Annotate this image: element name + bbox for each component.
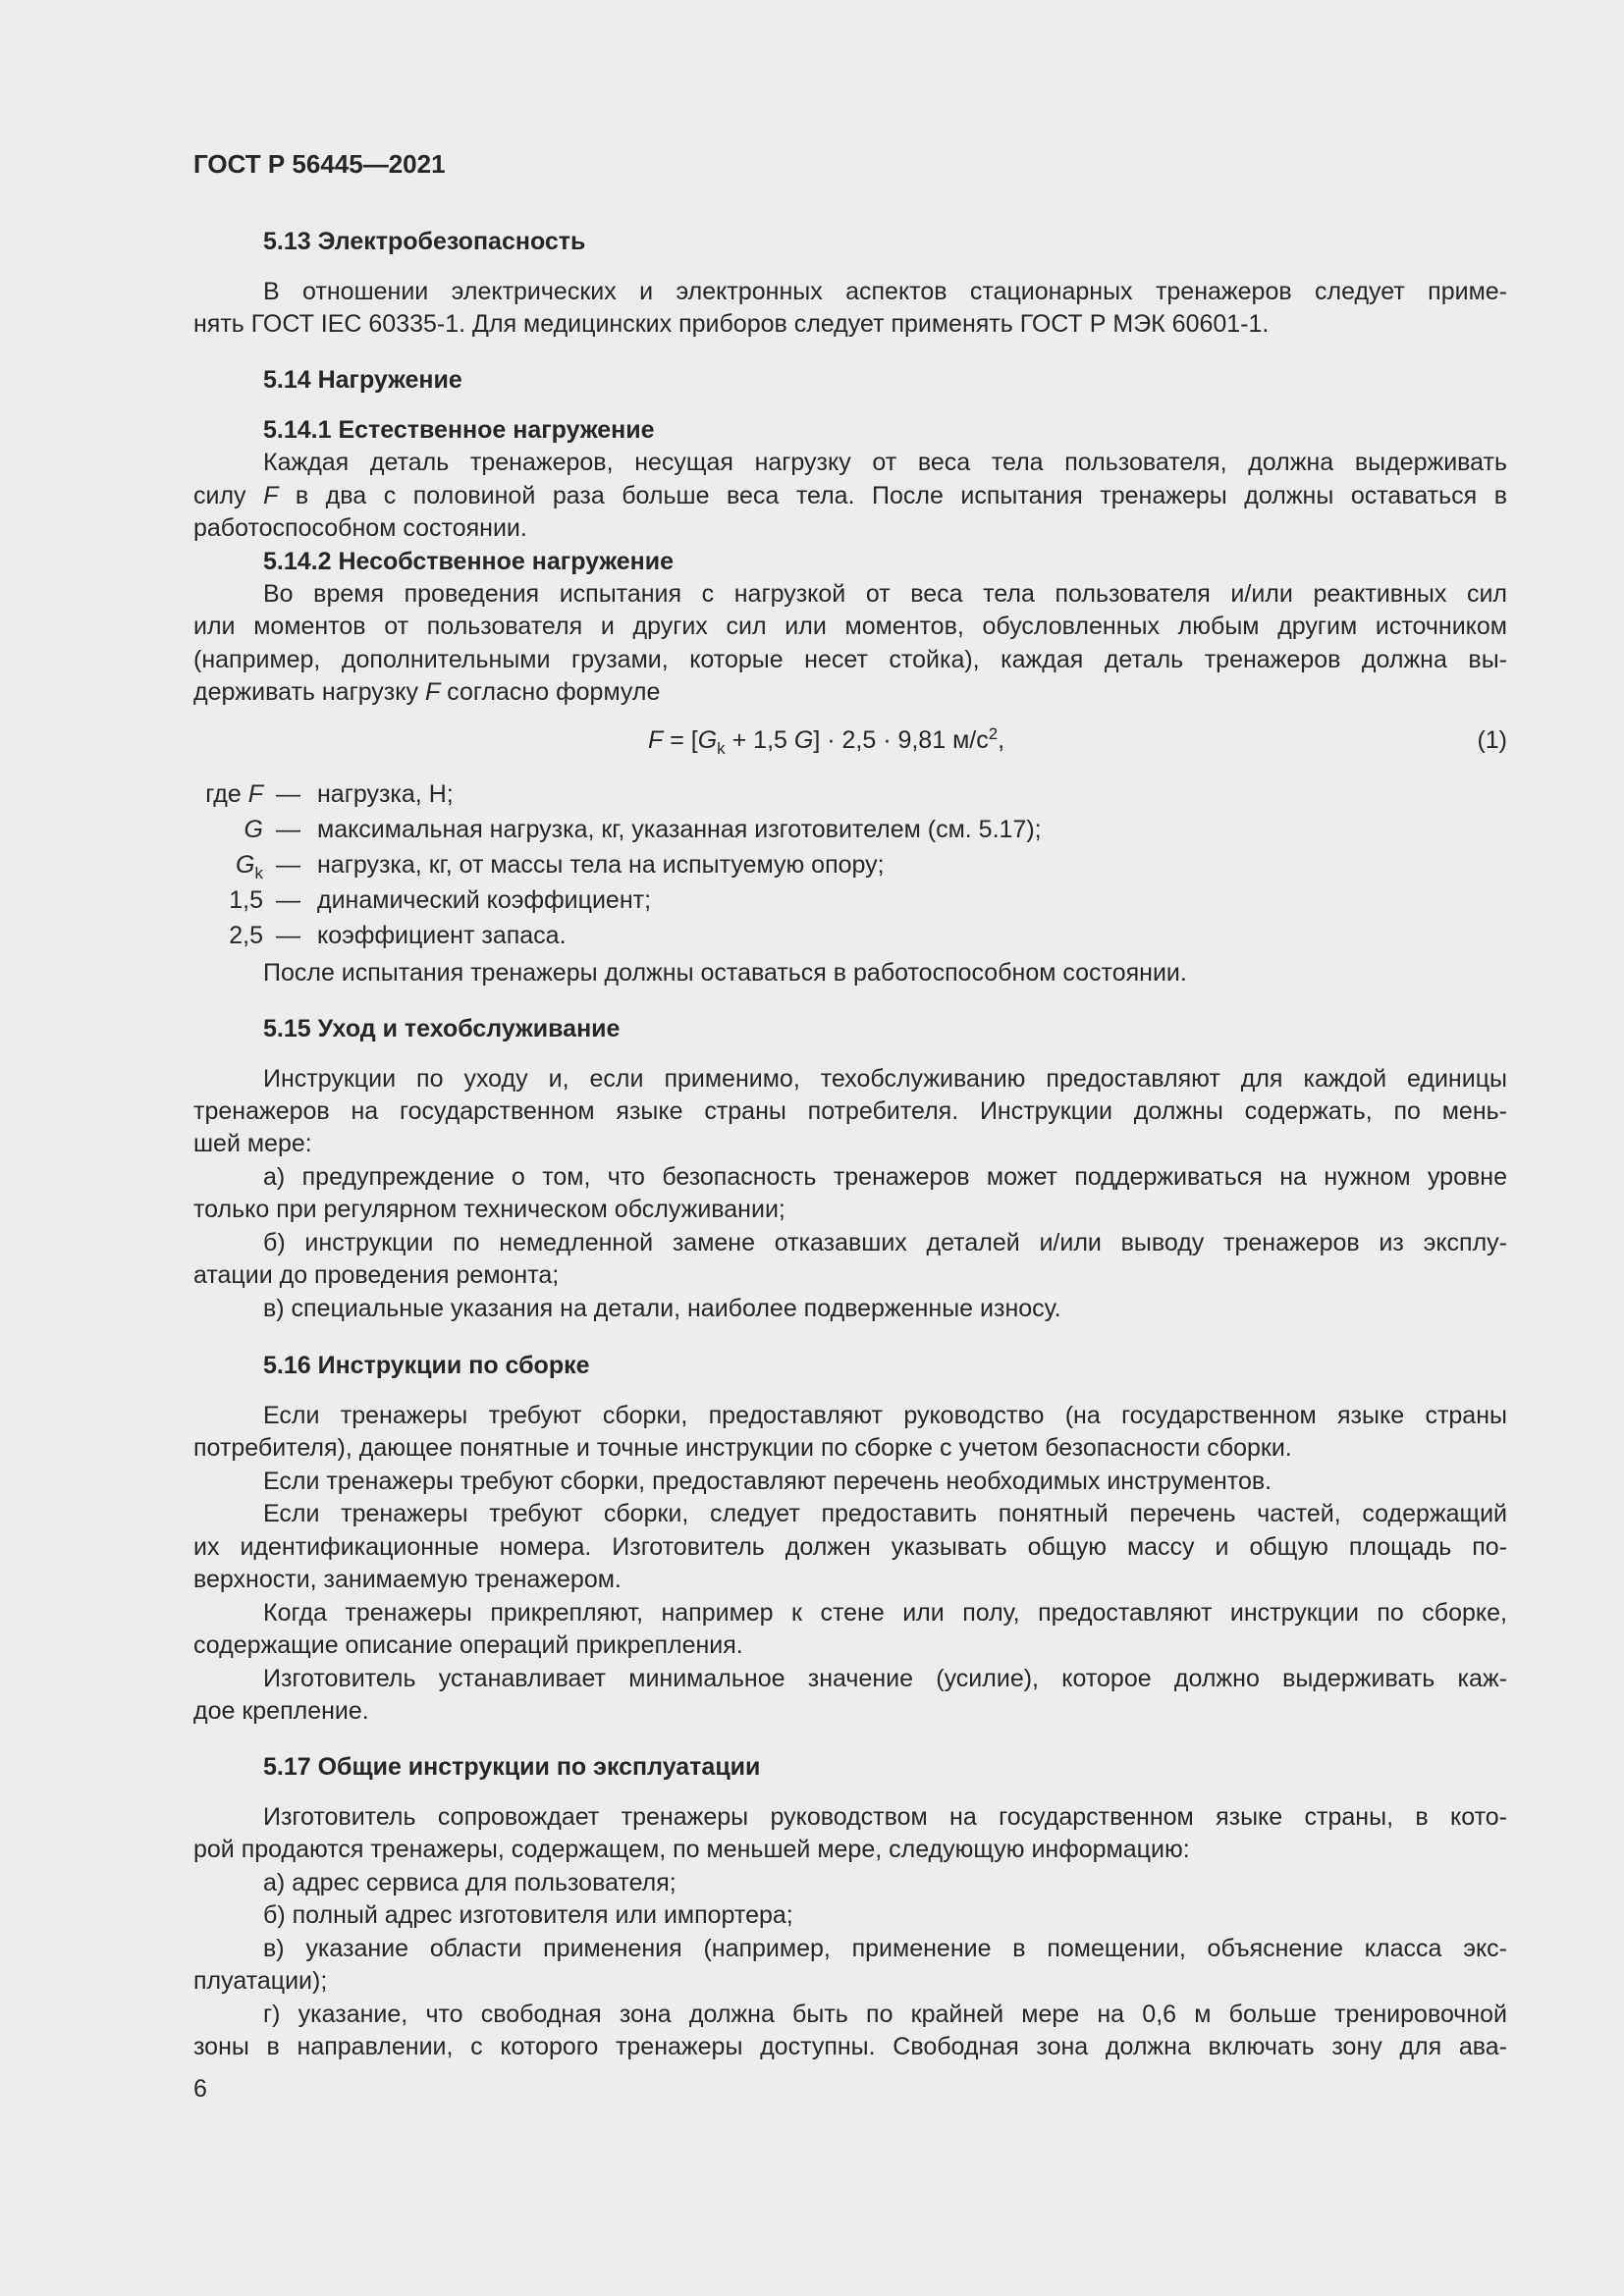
legend-description: коэффициент запаса. <box>317 922 567 949</box>
section-heading-5-13: 5.13 Электробезопасность <box>263 228 586 255</box>
list-item: б) полный адрес изготовителя или импортера; <box>263 1901 793 1929</box>
paragraph-line: потребителя), дающее понятные и точные инструкции по сборке с учетом безопасности сборки. <box>193 1434 1292 1462</box>
list-item: в) специальные указания на детали, наиболее подверженные износу. <box>263 1295 1061 1322</box>
paragraph-line: Каждая деталь тренажеров, несущая нагрузку от веса тела пользователя, должна выдерживать <box>263 449 1507 476</box>
formula: $F = [G_k + 1,5$ G] · 2,5 · 9,81 $м/с^2$, <box>648 724 1005 758</box>
paragraph-line: Если тренажеры требуют сборки, предоставляют руководство (на государственном языке страны <box>263 1402 1507 1429</box>
paragraph-line: В отношении электрических и электронных аспектов стационарных тренажеров следует приме- <box>263 278 1507 305</box>
paragraph-line: нять ГОСТ IEC 60335-1. Для медицинских приборов следует применять ГОСТ Р МЭК 60601-1. <box>193 310 1270 338</box>
list-item: зоны в направлении, с которого тренажеры доступны. Свободная зона должна включать зону для ава- <box>193 2033 1507 2060</box>
document-id: ГОСТ Р 56445—2021 <box>193 149 446 179</box>
page-number: 6 <box>193 2075 207 2103</box>
section-heading-5-17: 5.17 Общие инструкции по эксплуатации <box>263 1753 761 1781</box>
legend-symbol: $G_k$ <box>236 851 263 882</box>
paragraph-line: тренажеров на государственном языке страны потребителя. Инструкции должны содержать, по мень- <box>193 1097 1507 1125</box>
subsection-heading-5-14-2: 5.14.2 Несобственное нагружение <box>263 548 675 575</box>
legend-dash: — <box>276 886 300 914</box>
paragraph-line: Инструкции по уходу и, если применимо, техобслуживанию предоставляют для каждой единицы <box>263 1065 1507 1093</box>
section-heading-5-16: 5.16 Инструкции по сборке <box>263 1352 590 1379</box>
paragraph-line: работоспособном состоянии. <box>193 514 527 542</box>
section-heading-5-15: 5.15 Уход и техобслуживание <box>263 1015 621 1042</box>
list-item: только при регулярном техническом обслуживании; <box>193 1196 785 1223</box>
paragraph-line: верхности, занимаемую тренажером. <box>193 1566 622 1593</box>
paragraph-line: содержащие описание операций прикрепления. <box>193 1631 743 1659</box>
paragraph-line: дое крепление. <box>193 1697 369 1725</box>
paragraph-line: или моментов от пользователя и других сил или моментов, обусловленных любым другим источником <box>193 613 1507 640</box>
paragraph-line: Изготовитель устанавливает минимальное значение (усилие), которое должно выдерживать каж- <box>263 1665 1507 1692</box>
paragraph-line: Когда тренажеры прикрепляют, например к стене или полу, предоставляют инструкции по сборке, <box>263 1599 1507 1627</box>
legend-dash: — <box>276 851 300 879</box>
paragraph-line: держивать нагрузку F согласно формуле <box>193 678 661 706</box>
paragraph-line: Изготовитель сопровождает тренажеры руководством на государственном языке страны, в кото- <box>263 1803 1507 1831</box>
legend-dash: — <box>276 922 300 949</box>
list-item: а) предупреждение о том, что безопасность тренажеров может поддерживаться на нужном уровне <box>263 1163 1507 1191</box>
paragraph-line: рой продаются тренажеры, содержащем, по меньшей мере, следующую информацию: <box>193 1836 1190 1863</box>
section-heading-5-14: 5.14 Нагружение <box>263 366 462 394</box>
paragraph-line: шей мере: <box>193 1130 312 1157</box>
paragraph-line: Во время проведения испытания с нагрузкой от веса тела пользователя и/или реактивных сил <box>263 580 1507 608</box>
legend-description: нагрузка, Н; <box>317 780 454 808</box>
paragraph-line: (например, дополнительными грузами, которые несет стойка), каждая деталь тренажеров должна вы- <box>193 646 1507 673</box>
legend-description: нагрузка, кг, от массы тела на испытуемую опору; <box>317 851 885 879</box>
legend-description: максимальная нагрузка, кг, указанная изготовителем (см. 5.17); <box>317 816 1042 843</box>
paragraph-line: После испытания тренажеры должны оставаться в работоспособном состоянии. <box>263 959 1187 987</box>
list-item: в) указание области применения (например, применение в помещении, объяснение класса экс- <box>263 1935 1507 1962</box>
formula-number: (1) <box>1477 726 1507 754</box>
legend-symbol: 1,5 <box>229 886 263 914</box>
list-item: г) указание, что свободная зона должна быть по крайней мере на 0,6 м больше тренировочной <box>263 2001 1507 2028</box>
paragraph-line: силу F в два с половиной раза больше веса тела. После испытания тренажеры должны оставаться в <box>193 482 1507 509</box>
legend-symbol: G <box>244 816 263 843</box>
paragraph-line: их идентификационные номера. Изготовитель должен указывать общую массу и общую площадь по- <box>193 1533 1507 1561</box>
legend-dash: — <box>276 780 300 808</box>
list-item: атации до проведения ремонта; <box>193 1261 560 1289</box>
list-item: плуатации); <box>193 1967 328 1995</box>
subsection-heading-5-14-1: 5.14.1 Естественное нагружение <box>263 416 655 444</box>
legend-dash: — <box>276 816 300 843</box>
list-item: б) инструкции по немедленной замене отказавших деталей и/или выводу тренажеров из эксплу- <box>263 1229 1507 1256</box>
paragraph-line: Если тренажеры требуют сборки, следует предоставить понятный перечень частей, содержащий <box>263 1500 1507 1527</box>
legend-symbol: 2,5 <box>229 922 263 949</box>
legend-symbol: где F <box>205 780 263 808</box>
paragraph-line: Если тренажеры требуют сборки, предоставляют перечень необходимых инструментов. <box>263 1468 1272 1495</box>
legend-description: динамический коэффициент; <box>317 886 652 914</box>
list-item: а) адрес сервиса для пользователя; <box>263 1869 677 1896</box>
